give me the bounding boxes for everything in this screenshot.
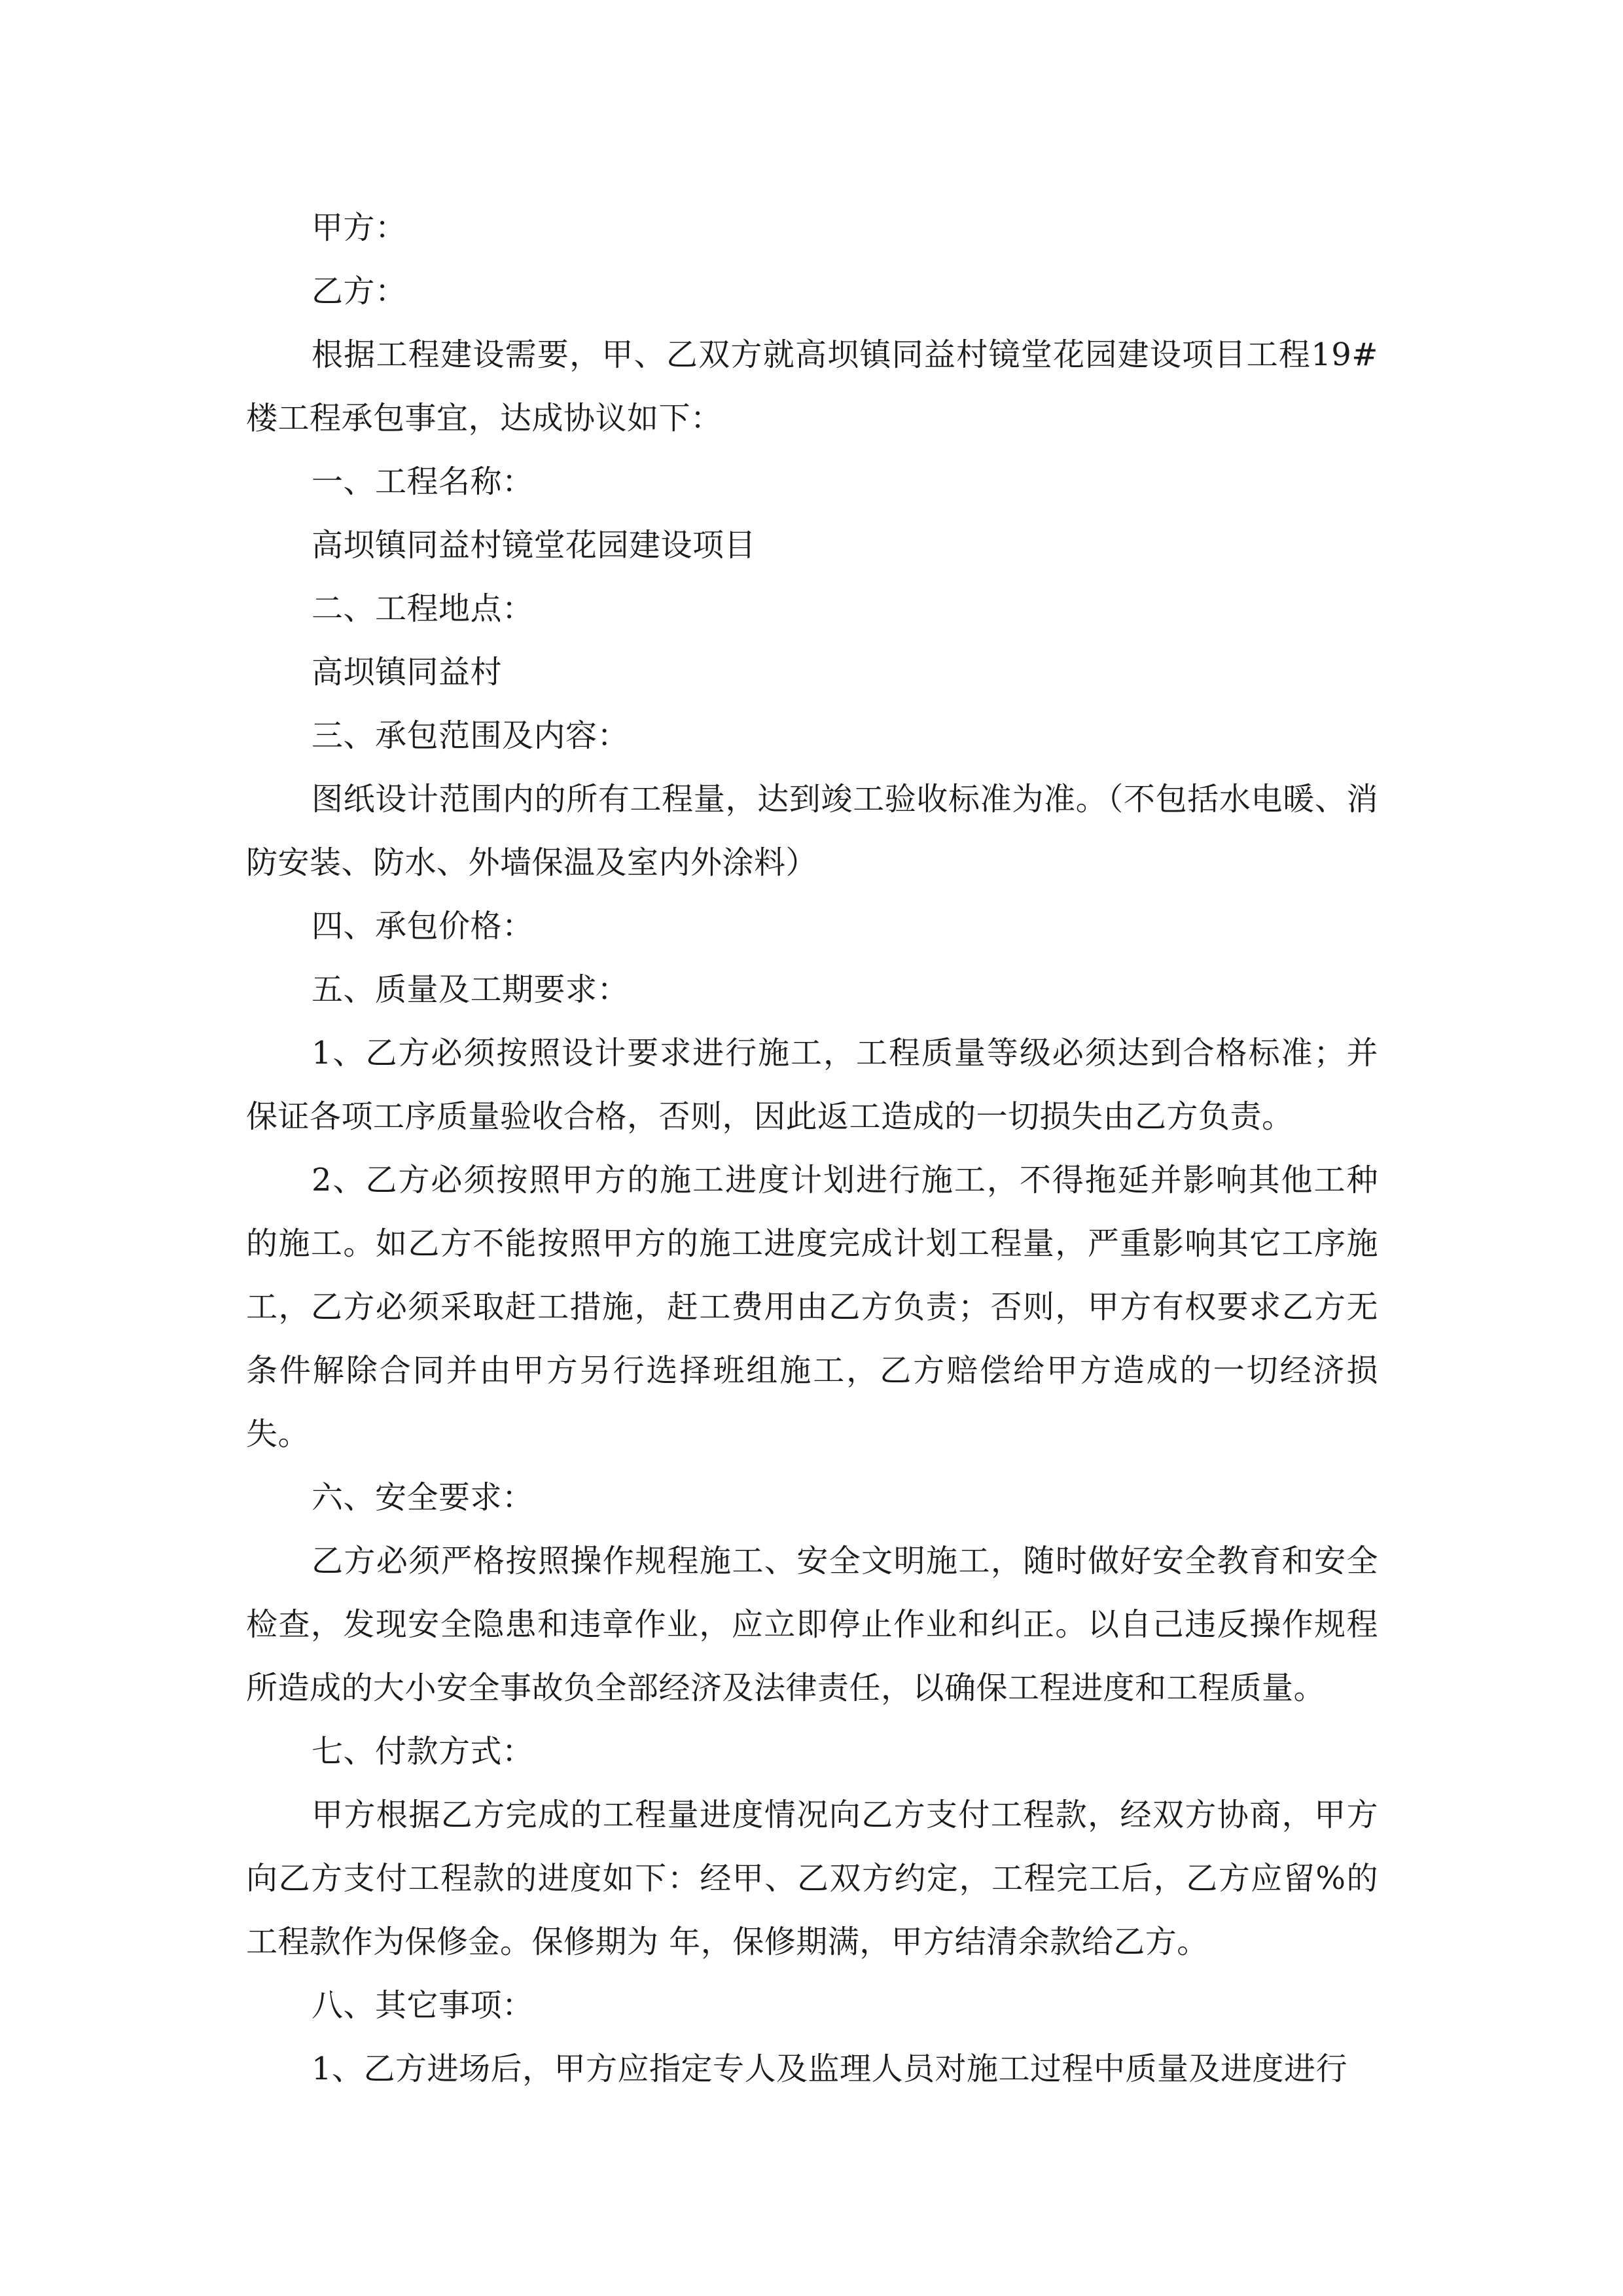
section-heading-price: 四、承包价格：: [312, 908, 534, 944]
quality-clause-1: 1、乙方必须按照设计要求进行施工，工程质量等级必须达到合格标准；并保证各项工序质量验收合格，否则，因此返工造成的一切损失由乙方负责。: [246, 1035, 1378, 1135]
section-heading-project-location: 二、工程地点：: [312, 590, 534, 627]
party-b-line: 乙方：: [312, 273, 407, 310]
scope-paragraph: 图纸设计范围内的所有工程量，达到竣工验收标准为准。（不包括水电暖、消防安装、防水、外墙保温及室内外涂料）: [246, 781, 1378, 881]
section-heading-other: 八、其它事项：: [312, 1987, 534, 2024]
party-a-line: 甲方：: [312, 209, 407, 246]
section-heading-project-name: 一、工程名称：: [312, 463, 534, 500]
section-heading-quality: 五、质量及工期要求：: [312, 971, 630, 1008]
section-heading-safety: 六、安全要求：: [312, 1479, 534, 1516]
project-location-value: 高坝镇同益村: [312, 654, 503, 691]
payment-paragraph: 甲方根据乙方完成的工程量进度情况向乙方支付工程款，经双方协商，甲方向乙方支付工程款的进度如下：经甲、乙双方约定，工程完工后，乙方应留%的工程款作为保修金。保修期为 年，保修期满，甲方结清余款给乙方。: [246, 1797, 1378, 1960]
project-name-value: 高坝镇同益村镜堂花园建设项目: [312, 527, 757, 564]
other-clause-1: 1、乙方进场后，甲方应指定专人及监理人员对施工过程中质量及进度进行: [312, 2051, 1348, 2087]
section-heading-scope: 三、承包范围及内容：: [312, 717, 630, 754]
intro-paragraph: 根据工程建设需要，甲、乙双方就高坝镇同益村镜堂花园建设项目工程19#楼工程承包事宜，达成协议如下：: [246, 336, 1378, 437]
section-heading-payment: 七、付款方式：: [312, 1733, 534, 1770]
document-body: [246, 196, 1378, 2101]
safety-paragraph: 乙方必须严格按照操作规程施工、安全文明施工，随时做好安全教育和安全检查，发现安全隐患和违章作业，应立即停止作业和纠正。以自己违反操作规程所造成的大小安全事故负全部经济及法律责任，以确保工程进度和工程质量。: [246, 1543, 1378, 1706]
quality-clause-2: 2、乙方必须按照甲方的施工进度计划进行施工，不得拖延并影响其他工种的施工。如乙方不能按照甲方的施工进度完成计划工程量，严重影响其它工序施工，乙方必须采取赶工措施，赶工费用由乙方负责；否则，甲方有权要求乙方无条件解除合同并由甲方另行选择班组施工，乙方赔偿给甲方造成的一切经济损失。: [246, 1162, 1378, 1452]
